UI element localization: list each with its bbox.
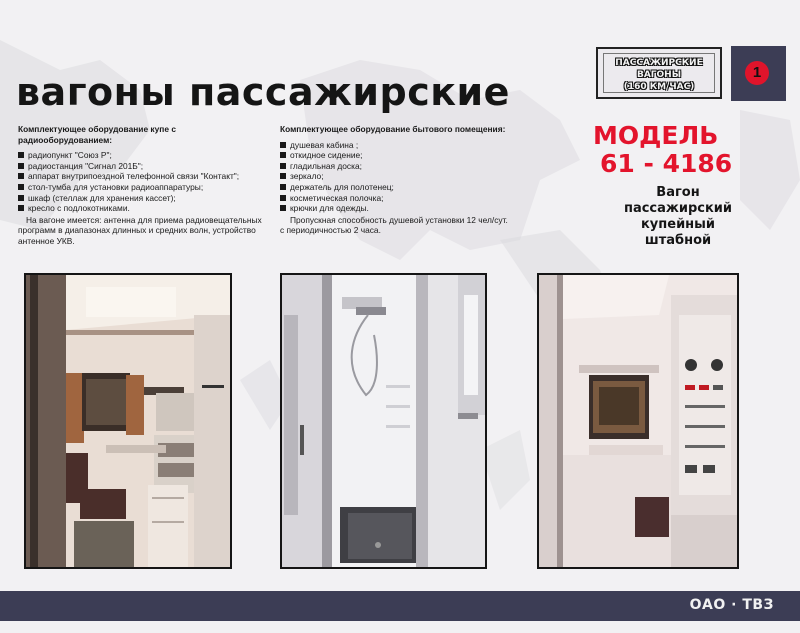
utility-room-heading: Комплектующее оборудование бытового помещения: bbox=[280, 124, 506, 134]
radio-equipment-heading: Комплектующее оборудование купе с радиооборудованием: bbox=[18, 124, 176, 145]
utility-room-section bbox=[280, 124, 508, 236]
staff-compartment-photo bbox=[537, 273, 739, 569]
description-line: пассажирский bbox=[623, 201, 733, 216]
category-badge bbox=[596, 47, 722, 99]
list-item: крючки для одежды. bbox=[280, 203, 508, 214]
category-badge-text bbox=[603, 53, 715, 93]
list-item: держатель для полотенец; bbox=[280, 182, 508, 193]
list-item: радиостанция "Сигнал 201Б"; bbox=[18, 161, 264, 172]
list-item: откидное сидение; bbox=[280, 150, 508, 161]
description-line: купейный bbox=[640, 217, 716, 232]
model-word: МОДЕЛЬ bbox=[593, 121, 719, 150]
radio-equipment-list bbox=[18, 150, 264, 214]
list-item: аппарат внутрипоездной телефонной связи "Контакт"; bbox=[18, 171, 264, 182]
wagon-description bbox=[598, 185, 758, 249]
list-item: кресло с подлокотниками. bbox=[18, 203, 264, 214]
utility-room-list bbox=[280, 140, 508, 214]
antenna-note: На вагоне имеется: антенна для приема радиовещательных программ в диапазонах длинных и средних волн, устройство антенное УКВ. bbox=[18, 214, 262, 246]
radio-compartment-photo bbox=[24, 273, 232, 569]
list-item: косметическая полочка; bbox=[280, 193, 508, 204]
description-line: штабной bbox=[644, 233, 712, 248]
badge-line-2: ВАГОНЫ bbox=[636, 70, 682, 80]
radio-equipment-section bbox=[18, 124, 264, 247]
section-number-box bbox=[731, 46, 786, 101]
page-title: вагоны пассажирские bbox=[16, 70, 510, 114]
shower-cabin-photo bbox=[280, 273, 487, 569]
list-item: шкаф (стеллаж для хранения кассет); bbox=[18, 193, 264, 204]
company-name: ОАО · ТВЗ bbox=[689, 597, 774, 613]
list-item: душевая кабина ; bbox=[280, 140, 508, 151]
list-item: гладильная доска; bbox=[280, 161, 508, 172]
description-line: Вагон bbox=[656, 185, 700, 200]
list-item: радиопункт "Союз Р"; bbox=[18, 150, 264, 161]
shower-capacity-note: Пропускная способность душевой установки 12 чел/сут. с периодичностью 2 часа. bbox=[280, 214, 508, 236]
list-item: зеркало; bbox=[280, 171, 508, 182]
footer-bar bbox=[0, 591, 800, 621]
section-number: 1 bbox=[745, 61, 769, 85]
badge-line-1: ПАССАЖИРСКИЕ bbox=[615, 58, 703, 68]
model-label bbox=[593, 122, 732, 178]
list-item: стол-тумба для установки радиоаппаратуры; bbox=[18, 182, 264, 193]
model-number: 61 - 4186 bbox=[600, 149, 733, 178]
badge-line-3: (160 КМ/ЧАС) bbox=[623, 82, 695, 92]
